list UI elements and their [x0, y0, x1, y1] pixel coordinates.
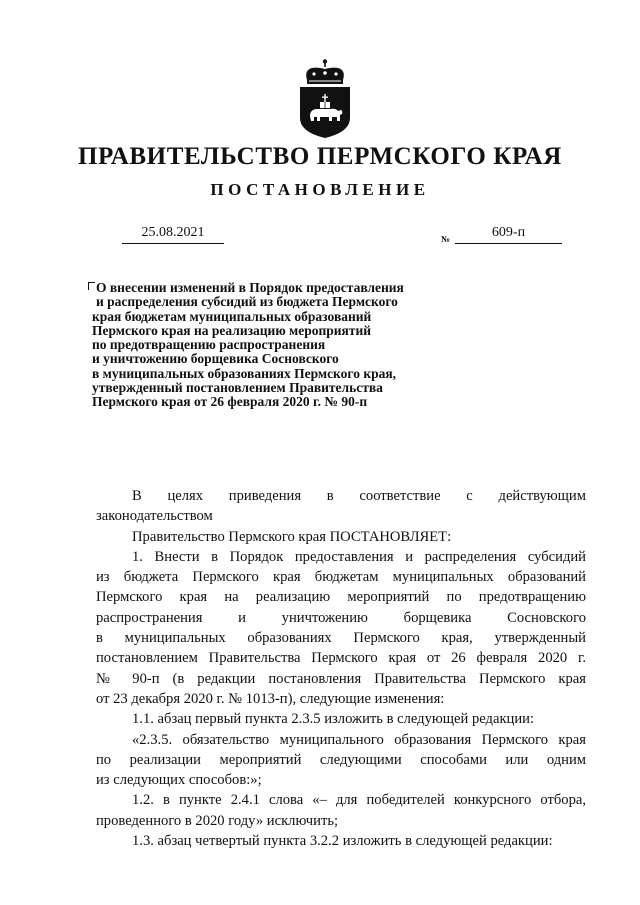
subject-line: и уничтожению борщевика Сосновского [92, 351, 339, 367]
subject-line: края бюджетам муниципальных образований [92, 308, 372, 324]
subject-line: по предотвращению распространения [92, 337, 326, 353]
item-1-2-line: 1.2. в пункте 2.4.1 слова «– для победителей конкурсного отбора, [132, 792, 586, 809]
number-sign: № [441, 234, 451, 244]
item-1-2-line: проведенного в 2020 году» исключить; [96, 812, 339, 829]
government-title: ПРАВИТЕЛЬСТВО ПЕРМСКОГО КРАЯ [78, 143, 562, 170]
document-body [96, 486, 586, 851]
subject-line: Пермского края от 26 февраля 2020 г. № 90-п [92, 394, 368, 410]
intro-word: приведения [228, 488, 302, 504]
subject-line: О внесении изменений в Порядок предоставления [96, 280, 404, 295]
decree-line: Правительство Пермского края ПОСТАНОВЛЯЕТ: [132, 528, 452, 545]
document-type: ПОСТАНОВЛЕНИЕ [210, 180, 430, 199]
document-subject [92, 281, 492, 410]
subject-line: в муниципальных образованиях Пермского края, [92, 365, 397, 381]
intro-line-2: законодательством [96, 508, 213, 525]
coat-of-arms-emblem [296, 58, 354, 140]
intro-line [96, 486, 586, 506]
intro-word: в [326, 488, 334, 504]
intro-word: действующим [498, 488, 586, 504]
item-1-line: в муниципальных образованиях Пермского края, утвержденный [96, 630, 586, 647]
item-1-3: 1.3. абзац четвертый пункта 3.2.2 изложить в следующей редакции: [132, 833, 553, 850]
intro-word: соответствие [359, 488, 441, 504]
subject-line: Пермского края на реализацию мероприятий [92, 322, 372, 338]
shield-icon [300, 87, 350, 138]
intro-word: с [466, 488, 473, 504]
item-1 [96, 547, 586, 709]
quote-block [96, 730, 586, 791]
item-1-2 [96, 790, 586, 831]
document-number: 609-п [455, 225, 562, 244]
item-1-line: постановлением Правительства Пермского края от 26 февраля 2020 г. [96, 650, 586, 667]
quote-line: по реализации мероприятий следующими способами или одним [96, 751, 586, 768]
item-1-line: 1. Внести в Порядок предоставления и распределения субсидий [132, 548, 586, 565]
document-date: 25.08.2021 [122, 225, 224, 244]
subject-line: и распределения субсидий из бюджета Пермского [96, 294, 398, 310]
item-1-line: из бюджета Пермского края бюджетам муниципальных образований [96, 569, 586, 586]
item-1-line: распространения и уничтожению борщевика Сосновского [96, 609, 586, 626]
intro-word: В [132, 488, 142, 504]
item-1-1: 1.1. абзац первый пункта 2.3.5 изложить в следующей редакции: [132, 711, 535, 728]
quote-line: из следующих способов:»; [96, 772, 262, 789]
item-1-line: № 90-п (в редакции постановления Правительства Пермского края [96, 670, 586, 687]
item-1-line: от 23 декабря 2020 г. № 1013-п), следующие изменения: [96, 690, 445, 707]
quote-line: «2.3.5. обязательство муниципального образования Пермского края [132, 731, 586, 748]
crown-icon [306, 59, 344, 84]
subject-line: утвержденный постановлением Правительства [92, 380, 383, 396]
intro-word: целях [167, 488, 204, 504]
item-1-line: Пермского края на реализацию мероприятий по предотвращению [96, 589, 586, 606]
